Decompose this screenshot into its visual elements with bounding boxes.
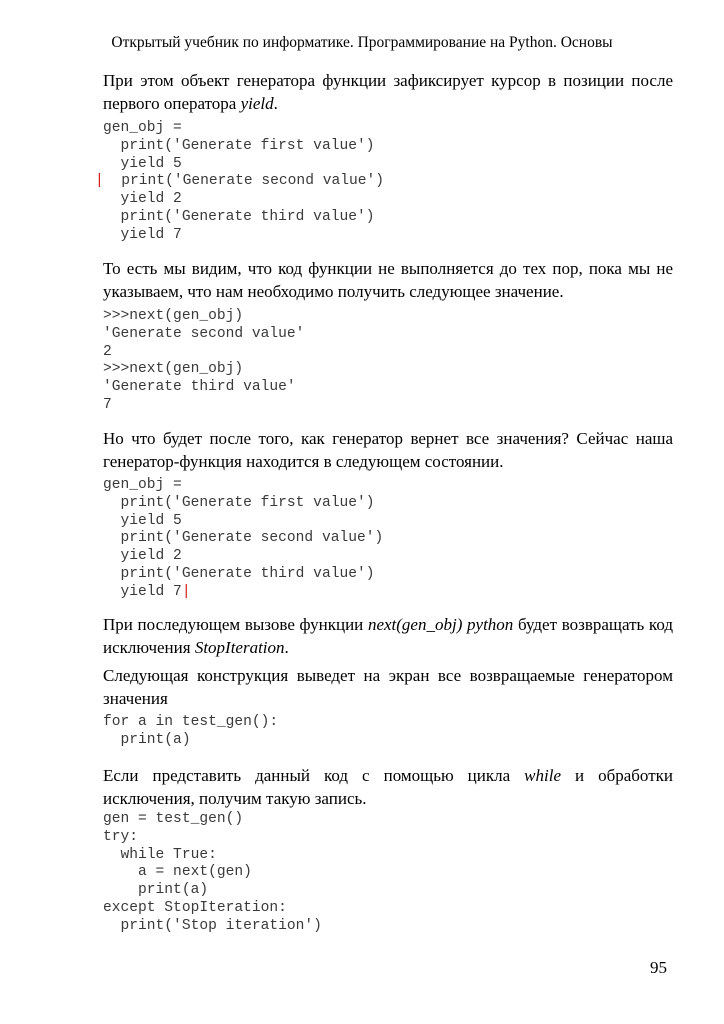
code-line: a = next(gen) xyxy=(103,864,252,881)
code-line: print('Generate third value') xyxy=(103,208,375,225)
paragraph-after-all-values: Но что будет после того, как генератор вернет все значения? Сейчас наша генератор-функция находится в следующем состоянии. xyxy=(103,429,673,471)
code-line: print('Generate first value') xyxy=(103,494,375,511)
paragraph-text: . xyxy=(284,638,289,657)
code-line: yield 2 xyxy=(103,191,182,207)
paragraph-for-loop: Следующая конструкция выведет на экран все возвращаемые генератором значения xyxy=(103,666,673,708)
code-block-next-calls xyxy=(103,308,304,415)
text-cursor: | xyxy=(181,583,191,600)
code-line: >>>next(gen_obj) xyxy=(103,361,244,378)
code-line: print(a) xyxy=(103,882,209,898)
code-line: 7 xyxy=(103,396,112,413)
text-cursor: | xyxy=(95,173,104,190)
paragraph-lazy-execution: То есть мы видим, что код функции не выполняется до тех пор, пока мы не указываем, что нам необходимо получить следующее значение. xyxy=(103,259,673,301)
code-line: >>>next(gen_obj) xyxy=(103,308,244,324)
code-line: while True: xyxy=(103,846,217,863)
running-header: Открытый учебник по информатике. Программирование на Python. Основы xyxy=(111,34,613,51)
code-line: yield 2 xyxy=(103,548,182,564)
code-line: gen_obj = xyxy=(103,120,182,136)
code-line-text: print('Generate second value') xyxy=(103,173,385,190)
paragraph-stop-iteration xyxy=(103,613,673,659)
paragraph-text: будет возвращать код исключения xyxy=(103,615,673,657)
paragraph-cursor-position xyxy=(103,69,673,115)
code-line: yield 5 xyxy=(103,155,182,172)
term-stop-iteration: StopIteration xyxy=(194,638,285,657)
paragraph-text: При последующем вызове функции xyxy=(103,615,368,634)
code-line: print('Stop iteration') xyxy=(103,917,322,934)
code-line: print('Generate third value') xyxy=(103,565,375,582)
code-line-with-cursor xyxy=(95,173,384,191)
code-line: print('Generate first value') xyxy=(103,137,375,154)
code-line-text: yield 7 xyxy=(103,583,182,600)
code-line: for a in test_gen(): xyxy=(103,714,279,730)
paragraph-text: При этом объект генератора функции зафиксирует курсор в позиции после первого оператора xyxy=(103,71,673,113)
code-line: gen = test_gen() xyxy=(103,811,244,827)
code-line: yield 5 xyxy=(103,512,182,529)
keyword-yield: yield xyxy=(240,94,274,113)
code-block-for-loop xyxy=(103,714,278,750)
code-line: 'Generate third value' xyxy=(103,379,296,395)
code-line: print('Generate second value') xyxy=(103,530,384,547)
keyword-while: while xyxy=(524,766,561,785)
code-line: 'Generate second value' xyxy=(103,325,305,342)
paragraph-text: и обработки исключения, получим такую запись. xyxy=(103,766,673,808)
code-line: gen_obj = xyxy=(103,477,182,493)
code-line: 2 xyxy=(103,343,112,360)
paragraph-while-loop xyxy=(103,764,673,810)
code-line-with-cursor xyxy=(103,584,383,602)
code-block-while-loop xyxy=(103,811,322,935)
code-line: try: xyxy=(103,828,139,845)
paragraph-tail: . xyxy=(273,94,278,113)
code-block-generator-state-2 xyxy=(103,477,383,601)
code-line: yield 7 xyxy=(103,226,182,243)
code-line: except StopIteration: xyxy=(103,899,287,916)
term-next-gen-obj: next(gen_obj) python xyxy=(367,615,514,634)
code-line: print(a) xyxy=(103,731,191,748)
code-block-generator-state-1 xyxy=(95,120,385,244)
paragraph-text: Если представить данный код с помощью цикла xyxy=(103,766,525,785)
page-number: 95 xyxy=(650,958,667,977)
